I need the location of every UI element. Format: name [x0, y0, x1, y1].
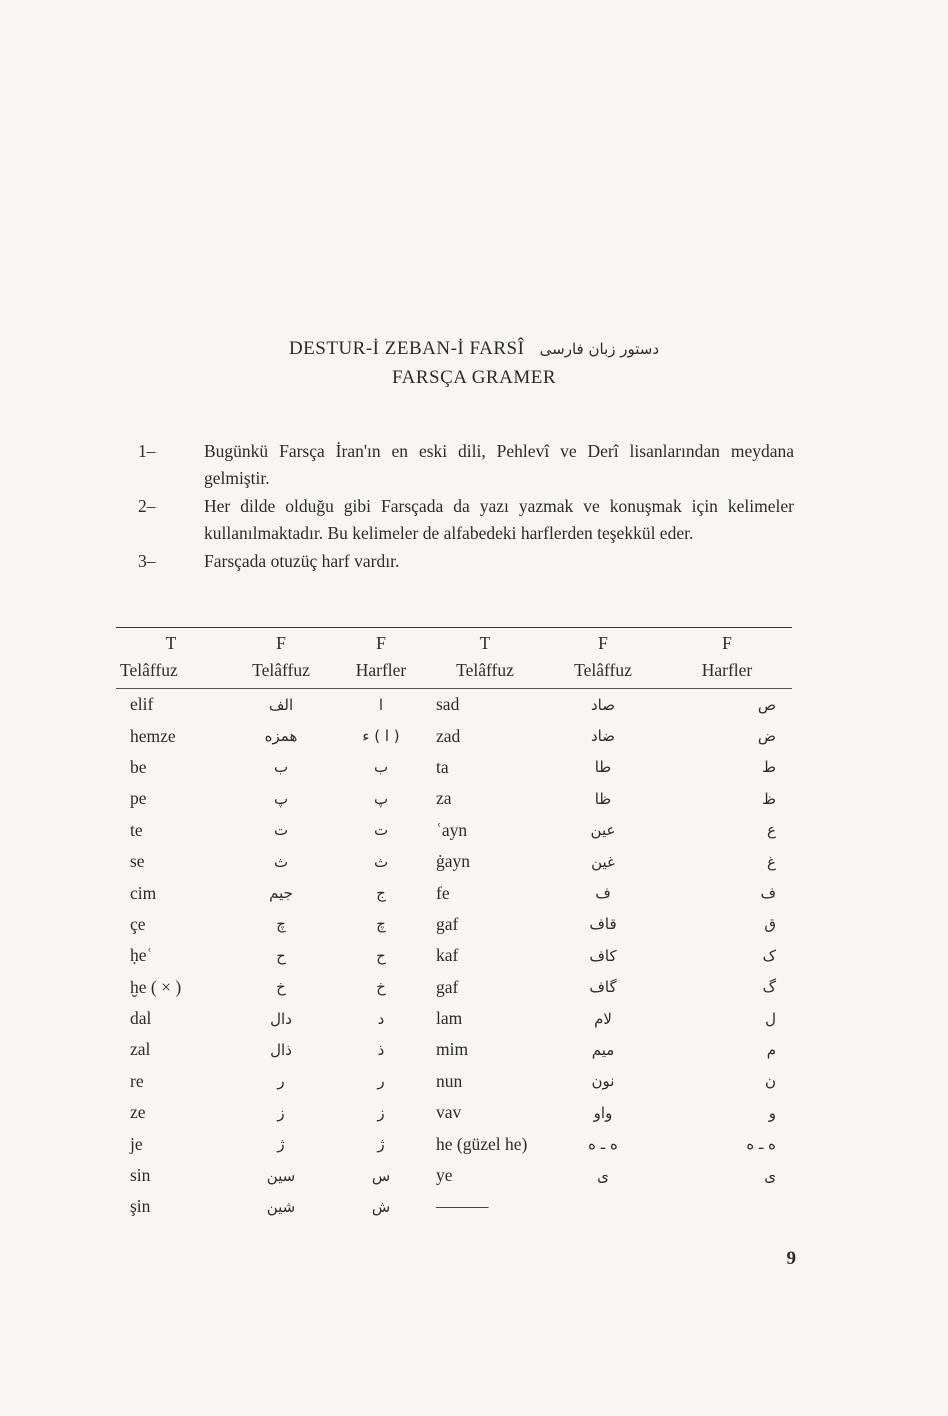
cell-persian-name: ژ — [277, 1135, 285, 1154]
cell-persian-name: خ — [276, 978, 286, 997]
cell-latin-pronunciation: ye — [436, 1165, 453, 1186]
cell-persian-letter: ک — [762, 946, 776, 965]
cell-latin-pronunciation: elif — [116, 689, 226, 721]
cell-persian-name: ر — [277, 1072, 285, 1091]
cell-latin-pronunciation: ġayn — [436, 851, 471, 872]
cell-persian-name: پ — [273, 789, 289, 808]
page-subtitle: FARSÇA GRAMER — [391, 367, 556, 388]
header-top-4: F — [598, 633, 608, 653]
cell-latin-pronunciation: şin — [130, 1196, 151, 1217]
cell-latin-pronunciation: ḫe ( × ) — [130, 976, 182, 997]
header-bottom-1: Telâffuz — [252, 660, 310, 680]
cell-latin-pronunciation: dal — [130, 1008, 152, 1029]
cell-persian-letter: ع — [767, 821, 776, 840]
cell-persian-letter: ن — [764, 1072, 776, 1091]
cell-persian-letter: ج — [376, 884, 386, 903]
cell-latin-pronunciation: he (güzel he) — [436, 1133, 528, 1154]
table-row — [116, 1097, 792, 1128]
cell-persian-letter: س — [371, 1166, 391, 1185]
cell-latin-pronunciation: cim — [130, 882, 157, 903]
cell-persian-name: ت — [273, 821, 289, 840]
cell-persian-name: قاف — [589, 915, 617, 934]
cell-latin-pronunciation: ta — [436, 756, 449, 777]
cell-persian-letter: م — [766, 1040, 776, 1059]
cell-persian-name: ز — [277, 1103, 285, 1122]
cell-persian-letter: ف — [760, 884, 776, 903]
title-arabic: دستور زبان فارسی — [539, 340, 660, 358]
cell-persian-letter: ر — [377, 1072, 385, 1091]
cell-persian-name: لام — [594, 1009, 612, 1028]
cell-persian-name: ث — [273, 852, 289, 871]
cell-latin-pronunciation: re — [130, 1070, 144, 1091]
cell-latin-pronunciation: be — [130, 756, 147, 777]
cell-persian-name: الف — [226, 689, 336, 721]
page-title — [0, 338, 948, 360]
table-row — [116, 783, 792, 814]
cell-persian-letter: ژ — [377, 1135, 385, 1154]
cell-latin-pronunciation: se — [130, 851, 145, 872]
cell-persian-name: واو — [593, 1103, 613, 1122]
cell-persian-letter: ث — [373, 852, 389, 871]
cell-persian-name: عين — [590, 821, 616, 840]
list-item — [138, 548, 794, 575]
cell-persian-letter: پ — [373, 789, 389, 808]
cell-persian-name: چ — [276, 915, 286, 934]
header-bottom-2: Harfler — [355, 660, 407, 680]
table-row — [116, 940, 792, 971]
header-top-0: T — [165, 633, 177, 653]
header-top-1: F — [276, 633, 286, 653]
cell-latin-pronunciation: kaf — [436, 945, 459, 966]
table-row — [116, 752, 792, 783]
cell-latin-pronunciation: ḥeʿ — [130, 945, 153, 966]
cell-latin-pronunciation: zad — [436, 725, 461, 746]
cell-latin-pronunciation: sin — [130, 1165, 151, 1186]
table-row — [116, 720, 792, 751]
cell-persian-name: ح — [276, 946, 286, 965]
cell-persian-letter: ( ا ) ء — [362, 727, 400, 746]
cell-latin-pronunciation: gaf — [436, 913, 459, 934]
table-row — [116, 1128, 792, 1159]
cell-persian-letter: ز — [377, 1103, 385, 1122]
table-row — [116, 1066, 792, 1097]
table-row — [116, 877, 792, 908]
table-header-row-bottom — [116, 657, 792, 689]
header-top-2: F — [376, 633, 386, 653]
cell-persian-name: ميم — [591, 1040, 615, 1059]
cell-persian-letter: ا — [336, 689, 426, 721]
cell-persian-letter: ب — [373, 758, 389, 777]
cell-persian-name: سين — [266, 1166, 296, 1185]
header-bottom-0: Telâffuz — [120, 660, 178, 680]
cell-persian-letter: ل — [765, 1009, 776, 1028]
cell-persian-name: ی — [597, 1166, 609, 1185]
header-bottom-5: Harfler — [701, 660, 753, 680]
cell-persian-name: ب — [273, 758, 289, 777]
list-item-number: 2– — [138, 496, 156, 516]
cell-persian-letter: چ — [376, 915, 386, 934]
cell-latin-pronunciation: pe — [130, 788, 147, 809]
list-item-number: 1– — [138, 441, 156, 461]
table-row — [116, 972, 792, 1003]
cell-latin-pronunciation: ——— — [436, 1196, 489, 1217]
cell-persian-letter: ظ — [762, 789, 776, 808]
cell-persian-name: ه ـ ه — [588, 1135, 618, 1154]
alphabet-table — [116, 627, 792, 1223]
cell-latin-pronunciation: vav — [436, 1102, 462, 1123]
cell-persian-letter: ش — [371, 1197, 391, 1216]
cell-latin-pronunciation: gaf — [436, 976, 459, 997]
cell-persian-letter: ض — [757, 727, 776, 746]
page-number: 9 — [786, 1248, 796, 1269]
cell-latin-pronunciation: sad — [426, 689, 544, 721]
cell-latin-pronunciation: fe — [436, 882, 450, 903]
cell-persian-letter: خ — [376, 978, 386, 997]
cell-latin-pronunciation: lam — [436, 1008, 463, 1029]
cell-persian-letter: ه ـ ه — [746, 1135, 776, 1154]
cell-persian-letter: غ — [767, 852, 776, 871]
table-row — [116, 815, 792, 846]
cell-persian-name: غين — [591, 852, 615, 871]
table-row — [116, 846, 792, 877]
cell-persian-name: طا — [594, 758, 612, 777]
cell-persian-name: جيم — [269, 884, 293, 903]
table-row — [116, 1191, 792, 1222]
cell-persian-name: ظا — [594, 789, 612, 808]
title-latin: DESTUR-İ ZEBAN-İ FARSÎ — [288, 338, 525, 359]
cell-latin-pronunciation: ʿayn — [436, 819, 468, 840]
table-row — [116, 1034, 792, 1065]
cell-latin-pronunciation: je — [130, 1133, 143, 1154]
cell-persian-letter: ط — [762, 758, 776, 777]
cell-latin-pronunciation: ze — [130, 1102, 146, 1123]
cell-persian-letter: ص — [662, 689, 792, 721]
cell-persian-name — [544, 1191, 662, 1222]
cell-latin-pronunciation: nun — [436, 1070, 463, 1091]
cell-persian-name: ضاد — [591, 727, 615, 746]
cell-persian-letter: ت — [373, 821, 389, 840]
cell-persian-letter: ح — [376, 946, 386, 965]
cell-persian-letter: ذ — [377, 1040, 385, 1059]
cell-latin-pronunciation: zal — [130, 1039, 151, 1060]
cell-latin-pronunciation: mim — [436, 1039, 469, 1060]
table-row — [116, 1003, 792, 1034]
cell-persian-name: كاف — [589, 946, 617, 965]
cell-latin-pronunciation: çe — [130, 913, 146, 934]
numbered-list — [138, 438, 794, 577]
list-item-text: Her dilde olduğu gibi Farsçada da yazı yazmak ve konuşmak için kelimeler kullanılmaktadır. Bu kelimeler de alfabedeki harflerden teşekkül eder. — [204, 496, 794, 543]
cell-persian-letter: و — [768, 1103, 776, 1122]
cell-persian-letter: ی — [764, 1166, 776, 1185]
cell-latin-pronunciation: za — [436, 788, 452, 809]
list-item — [138, 438, 794, 491]
cell-persian-name: ف — [595, 884, 611, 903]
list-item-text: Farsçada otuzüç harf vardır. — [204, 551, 400, 571]
table-row — [116, 689, 792, 721]
cell-persian-name: دال — [270, 1009, 292, 1028]
cell-persian-letter — [662, 1191, 792, 1222]
header-bottom-4: Telâffuz — [574, 660, 632, 680]
cell-persian-name: صاد — [544, 689, 662, 721]
header-bottom-3: Telâffuz — [456, 660, 514, 680]
table-row — [116, 1160, 792, 1191]
table-header-row-top — [116, 628, 792, 658]
list-item-text: Bugünkü Farsça İran'ın en eski dili, Pehlevî ve Derî lisanlarından meydana gelmiştir. — [204, 441, 794, 488]
cell-persian-letter: د — [377, 1009, 385, 1028]
header-top-3: T — [479, 633, 491, 653]
list-item-number: 3– — [138, 551, 156, 571]
cell-persian-name: نون — [591, 1072, 615, 1091]
header-top-5: F — [722, 633, 732, 653]
cell-latin-pronunciation: hemze — [130, 725, 176, 746]
cell-persian-name: ذال — [270, 1040, 292, 1059]
cell-latin-pronunciation: te — [130, 819, 143, 840]
cell-persian-name: شين — [266, 1197, 296, 1216]
cell-persian-name: همزه — [264, 727, 298, 746]
list-item — [138, 493, 794, 546]
table-row — [116, 909, 792, 940]
cell-persian-letter: گ — [762, 978, 776, 997]
cell-persian-letter: ق — [764, 915, 776, 934]
cell-persian-name: گاف — [589, 978, 617, 997]
